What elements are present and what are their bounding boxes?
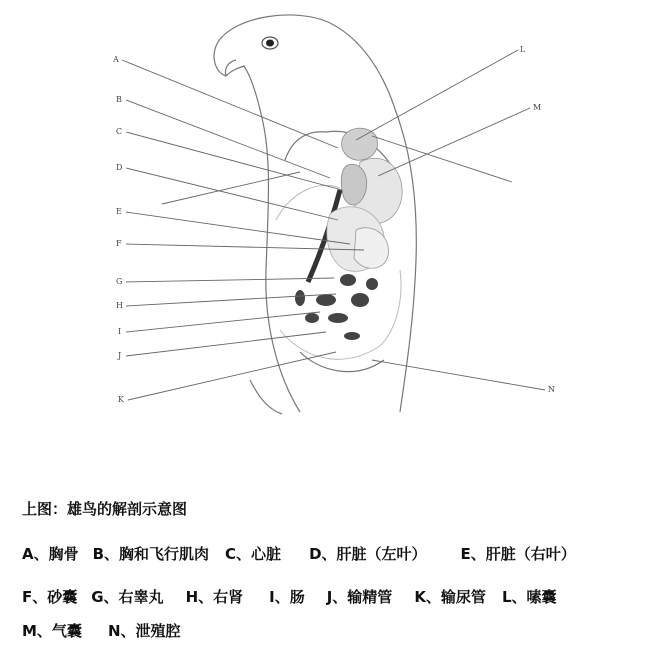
legend-item-j: J、输精管 [326, 588, 393, 606]
legend-item-l: L、嗉囊 [501, 588, 557, 606]
label-n: N [548, 385, 555, 394]
label-e: E [116, 207, 122, 216]
legend-item-k: K、输尿管 [414, 588, 486, 606]
label-i: I [118, 327, 122, 336]
legend-item-d: D、肝脏（左叶） [309, 545, 427, 563]
legend-item-m: M、气囊 [22, 622, 82, 640]
legend-row-3 [22, 620, 181, 641]
legend-item-b: B、胸和飞行肌肉 [92, 545, 210, 563]
legend-item-n: N、泄殖腔 [107, 622, 181, 640]
legend-item-f: F、砂囊 [22, 588, 78, 606]
legend-item-i: I、肠 [269, 588, 305, 606]
legend-item-a: A、胸骨 [22, 545, 79, 563]
intestine-coils [295, 274, 378, 340]
legend-item-e: E、肝脏（右叶） [460, 545, 576, 563]
label-l: L [520, 45, 526, 54]
label-g: G [116, 277, 123, 286]
label-c: C [116, 127, 123, 136]
eye-icon [262, 37, 278, 49]
label-m: M [533, 103, 542, 112]
label-k: K [118, 395, 124, 404]
label-f: F [116, 239, 122, 248]
legend-item-h: H、右肾 [185, 588, 244, 606]
organs [276, 128, 402, 359]
label-j: J [118, 351, 122, 360]
legend-item-c: C、心脏 [225, 545, 282, 563]
label-h: H [116, 301, 123, 310]
legend-row-1 [22, 543, 576, 564]
legend-item-g: G、右睾丸 [91, 588, 164, 606]
label-a: A [113, 55, 119, 64]
caption-title: 上图：雄鸟的解剖示意图 [22, 500, 188, 518]
heart-organ [341, 164, 366, 205]
label-d: D [116, 163, 123, 172]
label-b: B [116, 95, 122, 104]
legend-row-2 [22, 586, 557, 607]
crop-organ [342, 128, 378, 160]
